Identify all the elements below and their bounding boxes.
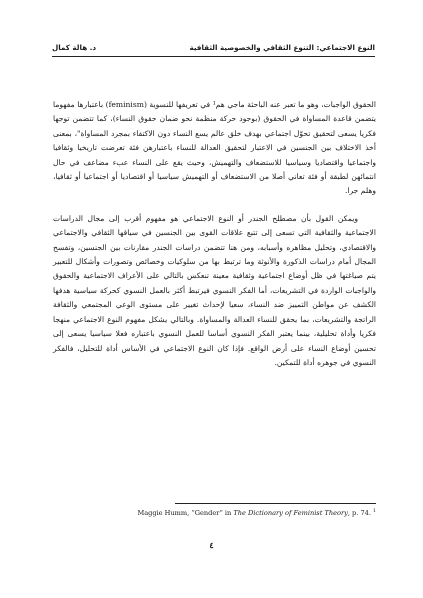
paragraph-2: ويمكن القول بأن مصطلح الجندر أو النوع الاجتماعي هو مفهوم أقرب إلى مجال الدراسات الاجتماعية والثقافية التي تسعى إلى تتبع علاقات القوى بين الجنسين في سياقها الثقافي والاجتماعي والاقتصادي، وتحليل مظاهره وأسبابه، ومن هنا تتضمن دراسات الجندر مقارنات بين الجنسين، وتفسح المجال أمام دراسات الذكورة والأنوثة وما ترتبط بها من سلوكيات وخصائص وتصورات وأشكال للتعبير يتم صياغتها في ظل أوضاع اجتماعية وثقافية معينة تنعكس بالتالي على الأعراف الاجتماعية والحقوق والواجبات الواردة في التشريعات، أما الفكر النسوي فيرتبط أكثر بالعمل النسوي كحركة سياسية هدفها الكشف عن مواطن التمييز ضد النساء، سعيا لإحداث تغيير على مستوى الوعي المجتمعي والثقافة الراتجة والتشريعات، بما يحقق للنساء العدالة والمساواة. وبالتالي يشكل مفهوم النوع الاجتماعي منهجا فكريا وأداة تحليلية، بينما يعتبر الفكر النسوي أساسا للعمل النسوي باعتباره فعلا سياسيا يسعى إلى تحسين أوضاع النساء على أرض الواقع. فإذا كان النوع الاجتماعي في الأساس أداة للتحليل، فالفكر النسوي في جوهره أداة للتمكين. [53, 213, 376, 367]
footnote-author: Maggie Humm, “Gender” in [137, 509, 234, 518]
page-number: ٤ [209, 540, 214, 550]
header-divider [52, 56, 375, 57]
body-text [53, 98, 376, 370]
running-header [52, 43, 375, 55]
footnote-pages: , p. 74. [347, 509, 371, 518]
paragraph-1: الحقوق الواجبات، وهو ما تعبر عنه الباحثة ماجي هم¹ في تعريفها للنسوية (feminism) باعتبارها مفهوما يتضمن قاعدة المساواة في الحقوق (بوجود حركة منظمة نحو ضمان حقوق النساء)، كما تتضمن توجها فكريا يسعى لتحقيق تحوّل اجتماعي بهدف خلق عالم يسع النساء دون الاكتفاء بمجرد المساواة"، بمعنى أخذ الاختلاف بين الجنسين في الاعتبار لتحقيق العدالة للنساء باعتبارهن فئة تعرضت تاريخيا وثقافيا واجتماعيا واقتصاديا وسياسيا للاستضعاف والتهميش، وحيث يقع على النساء عبء مضاعف في حال انتمائهن لطبقة أو فئة تعاني أصلا من الاستضعاف أو التهميش سياسيا أو اقتصاديا أو اجتماعيا أو ثقافيا، وهلم جرا. [53, 100, 376, 196]
footnote-divider [175, 503, 376, 504]
footnote-book-title: The Dictionary of Feminist Theory [233, 509, 348, 518]
footnote [137, 509, 376, 517]
header-author: د. هالة كمال [52, 43, 97, 52]
header-title: النوع الاجتماعي: التنوع الثقافي والخصوصية الثقافية [189, 43, 375, 52]
footnote-marker: 1 [372, 509, 376, 514]
